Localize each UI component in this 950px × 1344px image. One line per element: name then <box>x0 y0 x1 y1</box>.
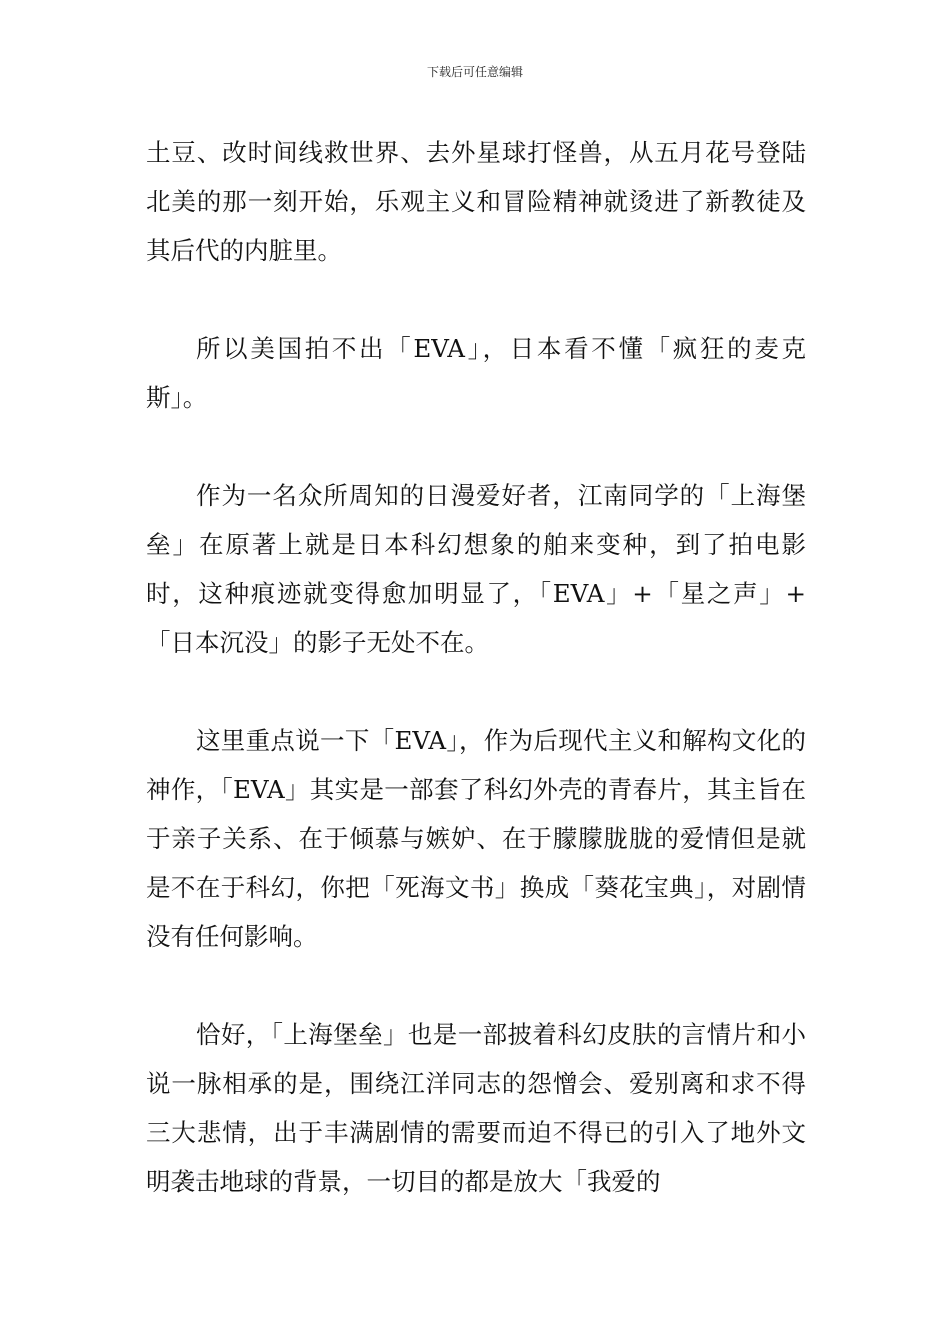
page-header: 下载后可任意编辑 <box>426 65 523 79</box>
paragraph-gap <box>146 275 806 324</box>
paragraph: 这里重点说一下「EVA」，作为后现代主义和解构文化的神作，「EVA」其实是一部套了科幻外壳的青春片，其主旨在于亲子关系、在于倾慕与嫉妒、在于朦朦胧胧的爱情但是就是不在于科幻，你把「死海文书」换成「葵花宝典」，对剧情没有任何影响。 <box>146 726 806 951</box>
paragraph: 作为一名众所周知的日漫爱好者，江南同学的「上海堡垒」在原著上就是日本科幻想象的舶来变种，到了拍电影时，这种痕迹就变得愈加明显了，「EVA」+「星之声」+「日本沉没」的影子无处不在。 <box>146 481 806 657</box>
paragraph-gap <box>146 667 806 716</box>
paragraph-gap <box>146 961 806 1010</box>
paragraph: 土豆、改时间线救世界、去外星球打怪兽，从五月花号登陆北美的那一刻开始，乐观主义和冒险精神就烫进了新教徒及其后代的内脏里。 <box>146 138 806 265</box>
paragraph-gap <box>146 422 806 471</box>
document-body <box>146 128 806 1206</box>
paragraph: 所以美国拍不出「EVA」，日本看不懂「疯狂的麦克斯」。 <box>146 334 806 412</box>
paragraph: 恰好，「上海堡垒」也是一部披着科幻皮肤的言情片和小说一脉相承的是，围绕江洋同志的怨憎会、爱别离和求不得三大悲情，出于丰满剧情的需要而迫不得已的引入了地外文明袭击地球的背景，一切目的都是放大「我爱的 <box>146 1020 806 1196</box>
